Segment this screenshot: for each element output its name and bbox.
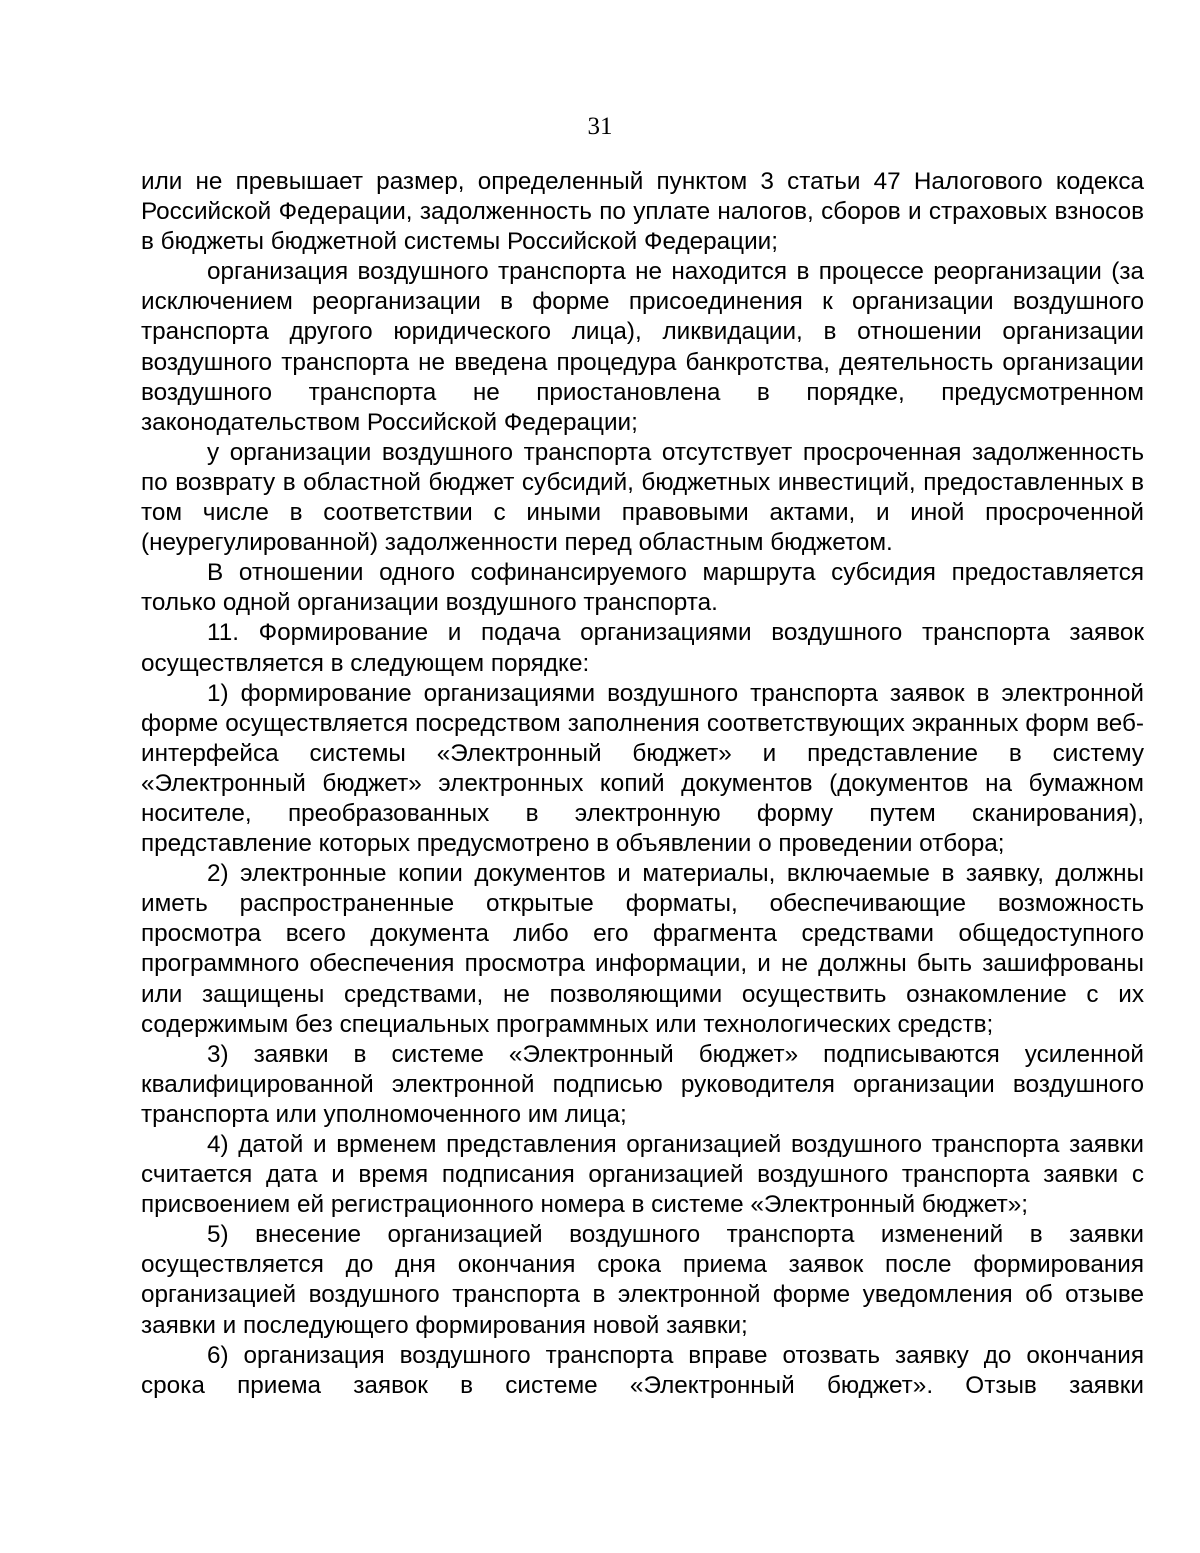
paragraph: 4) датой и врменем представления организацией воздушного транспорта заявки считается дата и время подписания организацией воздушного транспорта заявки с присвоением ей регистрационного номера в системе «Электронный бюджет»;	[141, 1131, 1144, 1219]
paragraph: 3) заявки в системе «Электронный бюджет» подписываются усиленной квалифицированной электронной подписью руководителя организации воздушного транспорта или уполномоченного им лица;	[141, 1040, 1144, 1128]
page-number: 31	[587, 113, 613, 140]
paragraph: организация воздушного транспорта не находится в процессе реорганизации (за исключением реорганизации в форме присоединения к организации воздушного транспорта другого юридического лица), ликвидации, в отношении организации воздушного транспорта не введена процедура банкротства, деятельность организации воздушного транспорта не приостановлена в порядке, предусмотренном законодательством Российской Федерации;	[141, 258, 1144, 436]
paragraph: 1) формирование организациями воздушного транспорта заявок в электронной форме осуществляется посредством заполнения соответствующих экранных форм веб-интерфейса системы «Электронный бюджет» и представление в систему «Электронный бюджет» электронных копий документов (документов на бумажном носителе, преобразованных в электронную форму путем сканирования), представление которых предусмотрено в объявлении о проведении отбора;	[141, 679, 1144, 858]
paragraph: 5) внесение организацией воздушного транспорта изменений в заявки осуществляется до дня окончания срока приема заявок после формирования организацией воздушного транспорта в электронной форме уведомления об отзыве заявки и последующего формирования новой заявки;	[141, 1221, 1144, 1339]
paragraph: 11. Формирование и подача организациями воздушного транспорта заявок осуществляется в следующем порядке:	[141, 619, 1144, 677]
paragraph: 2) электронные копии документов и материалы, включаемые в заявку, должны иметь распространенные открытые форматы, обеспечивающие возможность просмотра всего документа либо его фрагмента средствами общедоступного программного обеспечения просмотра информации, и не должны быть зашифрованы или защищены средствами, не позволяющими осуществить ознакомление с их содержимым без специальных программных или технологических средств;	[141, 860, 1144, 1038]
paragraph: у организации воздушного транспорта отсутствует просроченная задолженность по возврату в областной бюджет субсидий, бюджетных инвестиций, предоставленных в том числе в соответствии с иными правовыми актами, и иной просроченной (неурегулированной) задолженности перед областным бюджетом.	[141, 438, 1144, 557]
paragraph: 6) организация воздушного транспорта вправе отозвать заявку до окончания срока приема заявок в системе «Электронный бюджет». Отзыв заявки	[141, 1341, 1144, 1399]
paragraph: или не превышает размер, определенный пунктом 3 статьи 47 Налогового кодекса Российской Федерации, задолженность по уплате налогов, сборов и страховых взносов в бюджеты бюджетной системы Российской Федерации;	[141, 168, 1144, 256]
paragraph: В отношении одного софинансируемого маршрута субсидия предоставляется только одной организации воздушного транспорта.	[141, 559, 1144, 617]
document-body	[141, 167, 1144, 1401]
